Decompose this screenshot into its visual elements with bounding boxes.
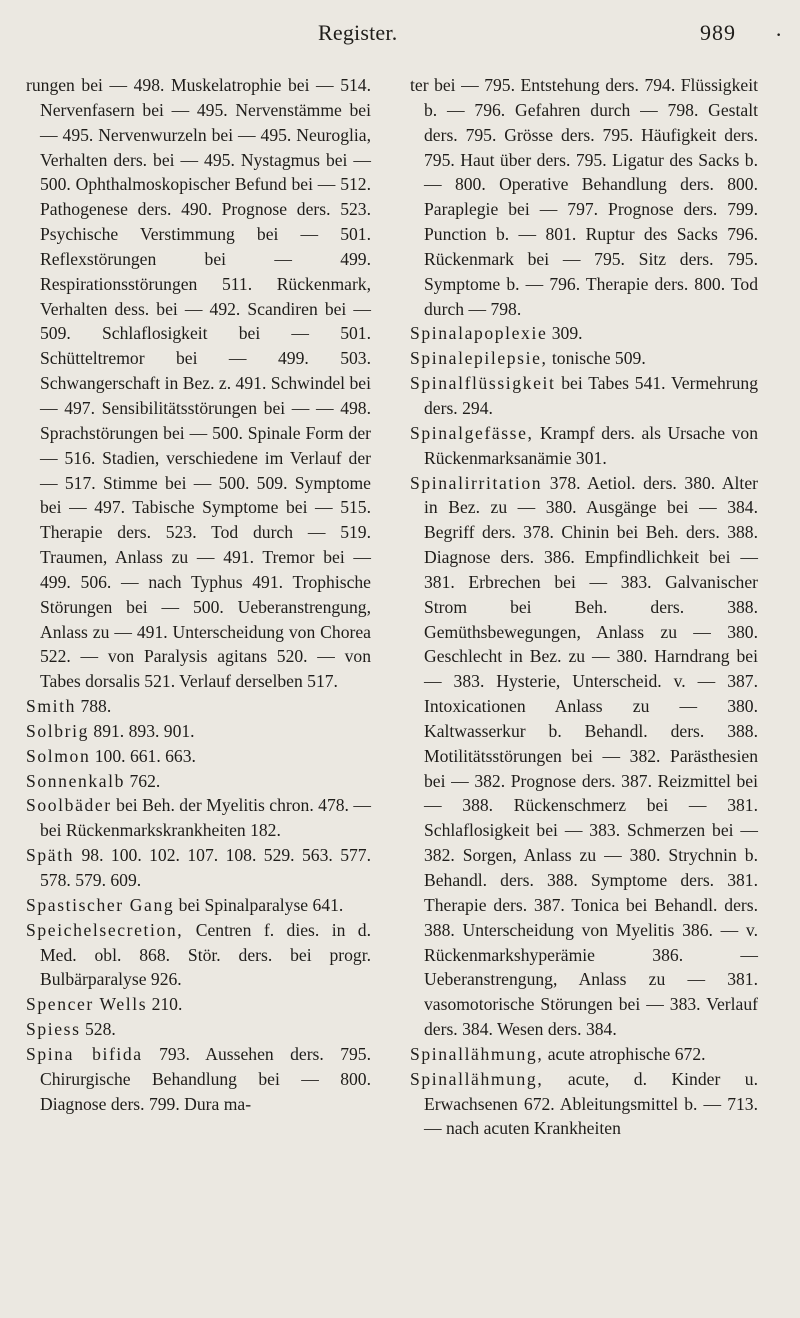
entry-head: Spinalepilepsie, <box>410 348 548 369</box>
entry-head: Spinalgefässe, <box>410 422 534 443</box>
entry-text: bei Beh. der Myelitis chron. 478. — bei Rückenmarkskrankheiten 182. <box>40 795 371 841</box>
entry-head: Spinalirritation <box>410 472 543 493</box>
index-entry <box>26 893 371 918</box>
entry-text: 891. 893. 901. <box>89 720 195 741</box>
index-entry <box>26 1042 371 1117</box>
header-mark: · <box>775 22 783 47</box>
index-entry <box>410 73 758 321</box>
page-number: 989 <box>700 20 736 45</box>
index-entry <box>26 1017 371 1042</box>
entry-head: Spastischer Gang <box>26 894 175 915</box>
index-entry <box>410 346 758 371</box>
index-entry <box>410 1067 758 1142</box>
entry-text: 98. 100. 102. 107. 108. 529. 563. 577. 578. 579. 609. <box>40 845 371 890</box>
index-entry <box>410 371 758 421</box>
entry-text: acute, d. Kinder u. Erwachsenen 672. Ableitungsmittel b. — 713. — nach acuten Krankheiten <box>424 1068 758 1139</box>
right-column <box>410 73 758 1141</box>
left-column <box>26 73 371 1116</box>
entry-text: 762. <box>125 770 161 791</box>
entry-text: 793. Aussehen ders. 795. Chirurgische Behandlung bei — 800. Diagnose ders. 799. Dura ma- <box>40 1043 371 1114</box>
entry-head: Spinalapoplexie <box>410 323 548 344</box>
entry-text: rungen bei — 498. Muskelatrophie bei — 514. Nervenfasern bei — 495. Nervenstämme bei — 495. Nervenwurzeln bei — 495. Neuroglia, Verhalten ders. bei — 495. Nystagmus bei — 500. Ophthalmoskopischer Befund bei — 512. Pathogenese ders. 490. Prognose ders. 523. Psychische Verstimmung bei — 501. Reflexstörungen bei — 499. Respirationsstörungen 511. Rückenmark, Verhalten dess. bei — 492. Scandiren bei — 509. Schlaflosigkeit bei — 501. Schütteltremor bei — 499. 503. Schwangerschaft in Bez. z. 491. Schwindel bei — 497. Sensibilitätsstörungen bei — — 498. Sprachstörungen bei — 500. Spinale Form der — 516. Stadien, verschiedene im Verlauf der — 517. Stimme bei — 500. 509. Symptome bei — 497. Tabische Symptome bei — 515. Therapie ders. 523. Tod durch — 519. Traumen, Anlass zu — 491. Tremor bei — 499. 506. — nach Typhus 491. Trophische Störungen bei — 500. Ueberanstrengung, Anlass zu — 491. Unterscheidung von Chorea 522. — von Paralysis agitans 520. — von Tabes dorsalis 521. Verlauf derselben 517. <box>26 75 371 692</box>
entry-head: Smith <box>26 696 77 717</box>
page-header <box>0 20 800 50</box>
entry-head: Spinallähmung, <box>410 1043 544 1064</box>
entry-text: bei Spinalparalyse 641. <box>174 894 344 915</box>
entry-head: Soolbäder <box>26 795 112 816</box>
entry-head: Solbrig <box>26 720 90 741</box>
entry-head: Solmon <box>26 745 91 766</box>
entry-text: bei Tabes 541. Vermehrung ders. 294. <box>424 373 758 418</box>
index-entry <box>410 321 758 346</box>
index-entry <box>410 421 758 471</box>
entry-text: 309. <box>547 323 583 344</box>
index-entry <box>26 73 371 694</box>
index-entry <box>26 843 371 893</box>
entry-head: Spencer Wells <box>26 994 148 1015</box>
entry-head: Späth <box>26 845 75 866</box>
entry-text: ter bei — 795. Entstehung ders. 794. Flüssigkeit b. — 796. Gefahren durch — 798. Gestalt ders. 795. Grösse ders. 795. Häufigkeit ders. 795. Haut über ders. 795. Ligatur des Sacks b. — 800. Operative Behandlung ders. 800. Paraplegie bei — 797. Prognose ders. 799. Punction b. — 801. Ruptur des Sacks 796. Rückenmark bei — 795. Sitz ders. 795. Symptome b. — 796. Therapie ders. 800. Tod durch — 798. <box>410 75 758 319</box>
entry-text: acute atrophische 672. <box>543 1043 706 1064</box>
entry-head: Speichelsecretion, <box>26 919 184 940</box>
entry-text: Centren f. dies. in d. Med. obl. 868. Stör. ders. bei progr. Bulbärparalyse 926. <box>40 919 371 990</box>
page-title: Register. <box>318 20 398 45</box>
entry-head: Spina bifida <box>26 1043 143 1064</box>
index-entry <box>26 769 371 794</box>
index-entry <box>26 744 371 769</box>
index-entry <box>26 694 371 719</box>
entry-text: 378. Aetiol. ders. 380. Alter in Bez. zu — 380. Ausgänge bei — 384. Begriff ders. 378. Chinin bei Beh. ders. 388. Diagnose ders. 386. Empfindlichkeit bei — 381. Erbrechen bei — 383. Galvanischer Strom bei Beh. ders. 388. Gemüthsbewegungen, Anlass zu — 380. Geschlecht in Bez. zu — 380. Harndrang bei — 383. Hysterie, Unterscheid. v. — 387. Intoxicationen Anlass zu — 380. Kaltwasserkur b. Behandl. ders. 388. Motilitätsstörungen bei — 382. Parästhesien bei — 382. Prognose ders. 387. Reizmittel bei — 388. Rückenschmerz bei — 381. Schlaflosigkeit bei — 383. Schmerzen bei — 382. Sorgen, Anlass zu — 380. Strychnin b. Behandl. ders. 388. Symptome ders. 381. Therapie ders. 387. Tonica bei Behandl. ders. 388. Unterscheidung von Myelitis 386. — v. Rückenmarkshyperämie 386. — Ueberanstrengung, Anlass zu — 381. vasomotorische Störungen bei — 383. Verlauf ders. 384. Wesen ders. 384. <box>424 472 758 1040</box>
entry-head: Sonnenkalb <box>26 770 126 791</box>
entry-head: Spiess <box>26 1019 81 1040</box>
index-entry <box>26 992 371 1017</box>
index-entry <box>26 719 371 744</box>
entry-text: 210. <box>147 994 183 1015</box>
entry-head: Spinallähmung, <box>410 1068 544 1089</box>
index-entry <box>26 793 371 843</box>
entry-text: tonische 509. <box>547 348 646 369</box>
entry-text: 528. <box>80 1019 116 1040</box>
entry-text: 788. <box>76 696 112 717</box>
entry-head: Spinalflüssigkeit <box>410 373 556 394</box>
entry-text: 100. 661. 663. <box>90 745 196 766</box>
index-entry <box>26 918 371 993</box>
index-entry <box>410 471 758 1042</box>
index-entry <box>410 1042 758 1067</box>
entry-text: Krampf ders. als Ursache von Rückenmarksanämie 301. <box>424 422 758 468</box>
